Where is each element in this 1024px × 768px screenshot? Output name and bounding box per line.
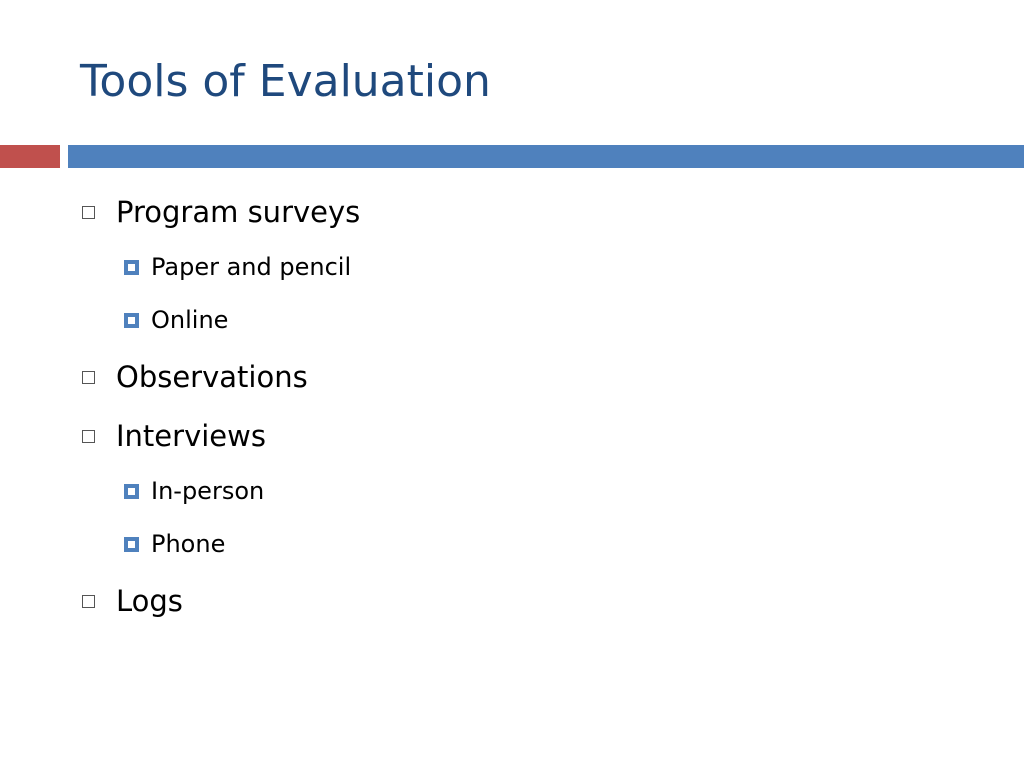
framed-square-bullet-icon: [124, 313, 139, 328]
sub-bullet-item: [124, 304, 228, 336]
hollow-square-bullet-icon: [82, 206, 95, 219]
sub-bullet-item: [124, 475, 264, 507]
sub-bullet-item: [124, 528, 225, 560]
bullet-item: [82, 192, 360, 232]
hollow-square-bullet-icon: [82, 595, 95, 608]
bullet-item: [82, 581, 183, 621]
bullet-label: Observations: [116, 360, 308, 394]
framed-square-bullet-icon: [124, 484, 139, 499]
slide-title: Tools of Evaluation: [80, 56, 491, 107]
sub-bullet-item: [124, 251, 351, 283]
bullet-label: Logs: [116, 584, 183, 618]
framed-square-bullet-icon: [124, 537, 139, 552]
sub-bullet-label: Phone: [151, 530, 226, 558]
sub-bullet-label: Online: [151, 306, 229, 334]
bullet-label: Interviews: [116, 419, 266, 453]
hollow-square-bullet-icon: [82, 430, 95, 443]
hollow-square-bullet-icon: [82, 371, 95, 384]
bullet-item: [82, 416, 266, 456]
bullet-item: [82, 357, 308, 397]
bullet-label: Program surveys: [116, 195, 361, 229]
framed-square-bullet-icon: [124, 260, 139, 275]
sub-bullet-label: Paper and pencil: [151, 253, 352, 281]
sub-bullet-label: In-person: [151, 477, 265, 505]
